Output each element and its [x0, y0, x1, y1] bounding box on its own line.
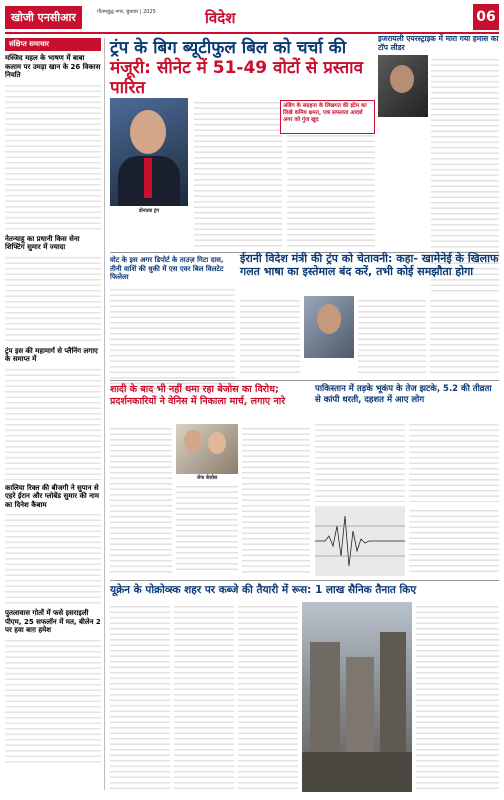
divider — [110, 580, 499, 581]
bottom-story-col2 — [174, 602, 234, 792]
brief-tag: संक्षिप्त समाचार — [5, 38, 101, 51]
lead-photo-caption: डोनाल्ड ट्रंप — [138, 208, 160, 214]
story5-body-col2 — [409, 420, 499, 502]
brief-item — [5, 484, 101, 606]
story4-headline: शादी के बाद भी नहीं थमा रहा बेजोस का विरोध; प्रदर्शनकारियों ने वेनिस में निकाला मार्च, लगाए नारे — [110, 384, 286, 407]
brief-body — [5, 81, 101, 231]
story4-body-col1 — [110, 424, 172, 574]
story3-headline: ईरानी विदेश मंत्री की ट्रंप को चेतावनी: कहा- खामेनेई के खिलाफ गलत भाषा का इस्तेमाल बंद करें, तभी कोई समझौता होगा — [240, 252, 499, 278]
story5-body-col3 — [409, 506, 499, 576]
bottom-story-headline: यूक्रेन के पोक्रोव्स्क शहर पर कब्जे की तैयारी में रूस: 1 लाख सैनिक तैनात किए — [110, 584, 417, 596]
building-shape — [380, 632, 406, 752]
brief-item — [5, 347, 101, 480]
story3-body-col1 — [240, 296, 300, 374]
story5-body-col1 — [315, 420, 405, 502]
brief-headline: कालिया रिक्त की बीजगी ने सुपान से एहरे ईरान और ग्लोबेंड सुमार की नाम का दिनेश कैबाम — [5, 483, 100, 509]
story2-headline: वोट के इस अगर डिपोर्ट के ताउज़ गिटा दास, तीनी वाशिं की धुकी में एस एवर बिल विलटेट फिलेला — [110, 256, 224, 281]
story3-body-col3 — [430, 296, 499, 374]
story4-photo-caption: जेफ बेजोस — [196, 475, 218, 481]
brief-headline: ट्रंप इस की महामार्ग से प्लैनिंग लगाए के समाप्त में — [5, 346, 98, 363]
story4-body-col2 — [176, 482, 238, 574]
story4-body-col3 — [242, 424, 310, 574]
brief-body — [5, 253, 101, 343]
masthead — [5, 4, 499, 34]
lead-photo — [110, 98, 188, 206]
person-face — [208, 432, 226, 454]
brief-headline: पुतलावास गोतों में फसे इसराइली पीएम, 25 सफलॉन में मत, बीलेन 2 पर हवा बाग़ हमेश — [5, 609, 101, 634]
story4-photo — [176, 424, 238, 474]
section-title: विदेश — [205, 9, 236, 27]
person-face — [317, 304, 341, 334]
side-story-photo — [378, 55, 428, 117]
person-face — [390, 65, 414, 93]
brand-logo: खोजी एनसीआर — [5, 6, 82, 29]
bottom-story-col3 — [238, 602, 298, 792]
brief-headline: मस्जिद महल के भाषण में बाबा कलाम पर उमड़ा खान के 26 विकास नियति — [5, 54, 101, 79]
divider — [110, 380, 499, 381]
side-story-headline: इजरायली एयरस्ट्राइक में मारा गया हमास का टॉप लीडर — [378, 34, 499, 52]
story3 — [240, 252, 499, 278]
brief-item — [5, 54, 101, 231]
bottom-story-col1 — [110, 602, 170, 792]
brief-headline: नेतन्याहू का प्रधानी किस सेना शिफ्टिंग सुमार में ज्यादा — [5, 234, 80, 251]
brief-body — [5, 365, 101, 480]
pull-quote: अंडिंग के संग्रहना के लिखगत की इंटेम का लिखे कमिय क्षमत, एक सफलता आदर्श अगर को गुंज खुद — [280, 100, 375, 134]
main-area — [110, 34, 499, 481]
brief-body — [5, 510, 101, 605]
rubble-shape — [302, 752, 412, 792]
seismograph-line-icon — [315, 506, 405, 576]
bottom-story-photo — [302, 602, 412, 792]
story2-body — [110, 285, 235, 393]
story5-headline: पाकिस्तान में तड़के भूकंप के तेज झटके, 5.2 की तीव्रता से कांपी धरती, दहशत में आए लोग — [315, 384, 492, 405]
bottom-story-col4 — [416, 602, 499, 792]
building-shape — [310, 642, 340, 752]
person-face — [184, 430, 202, 452]
seismograph-image — [315, 506, 405, 576]
lead-body-col1 — [194, 98, 282, 248]
page-number: 06 — [473, 4, 499, 30]
person-face — [130, 110, 166, 154]
story2 — [110, 256, 235, 393]
story5 — [315, 384, 499, 405]
lead-headline — [110, 38, 375, 98]
lead-headline-line2: मंजूरी: सीनेट में 51-49 वोटों से प्रस्ताव पारित — [110, 58, 364, 98]
story3-body-col2 — [358, 296, 426, 374]
bottom-story — [110, 584, 499, 794]
story4 — [110, 384, 310, 481]
brief-body — [5, 636, 101, 766]
brief-item — [5, 235, 101, 343]
story3-photo — [304, 296, 354, 358]
dateline: गौतमबुद्ध नगर, बुधवार | 2025 — [97, 9, 156, 15]
brief-item — [5, 609, 101, 766]
building-shape — [346, 657, 374, 752]
lead-headline-line1: ट्रंप के बिग ब्यूटीफुल बिल को चर्चा की — [110, 38, 347, 58]
brief-column — [5, 38, 105, 790]
